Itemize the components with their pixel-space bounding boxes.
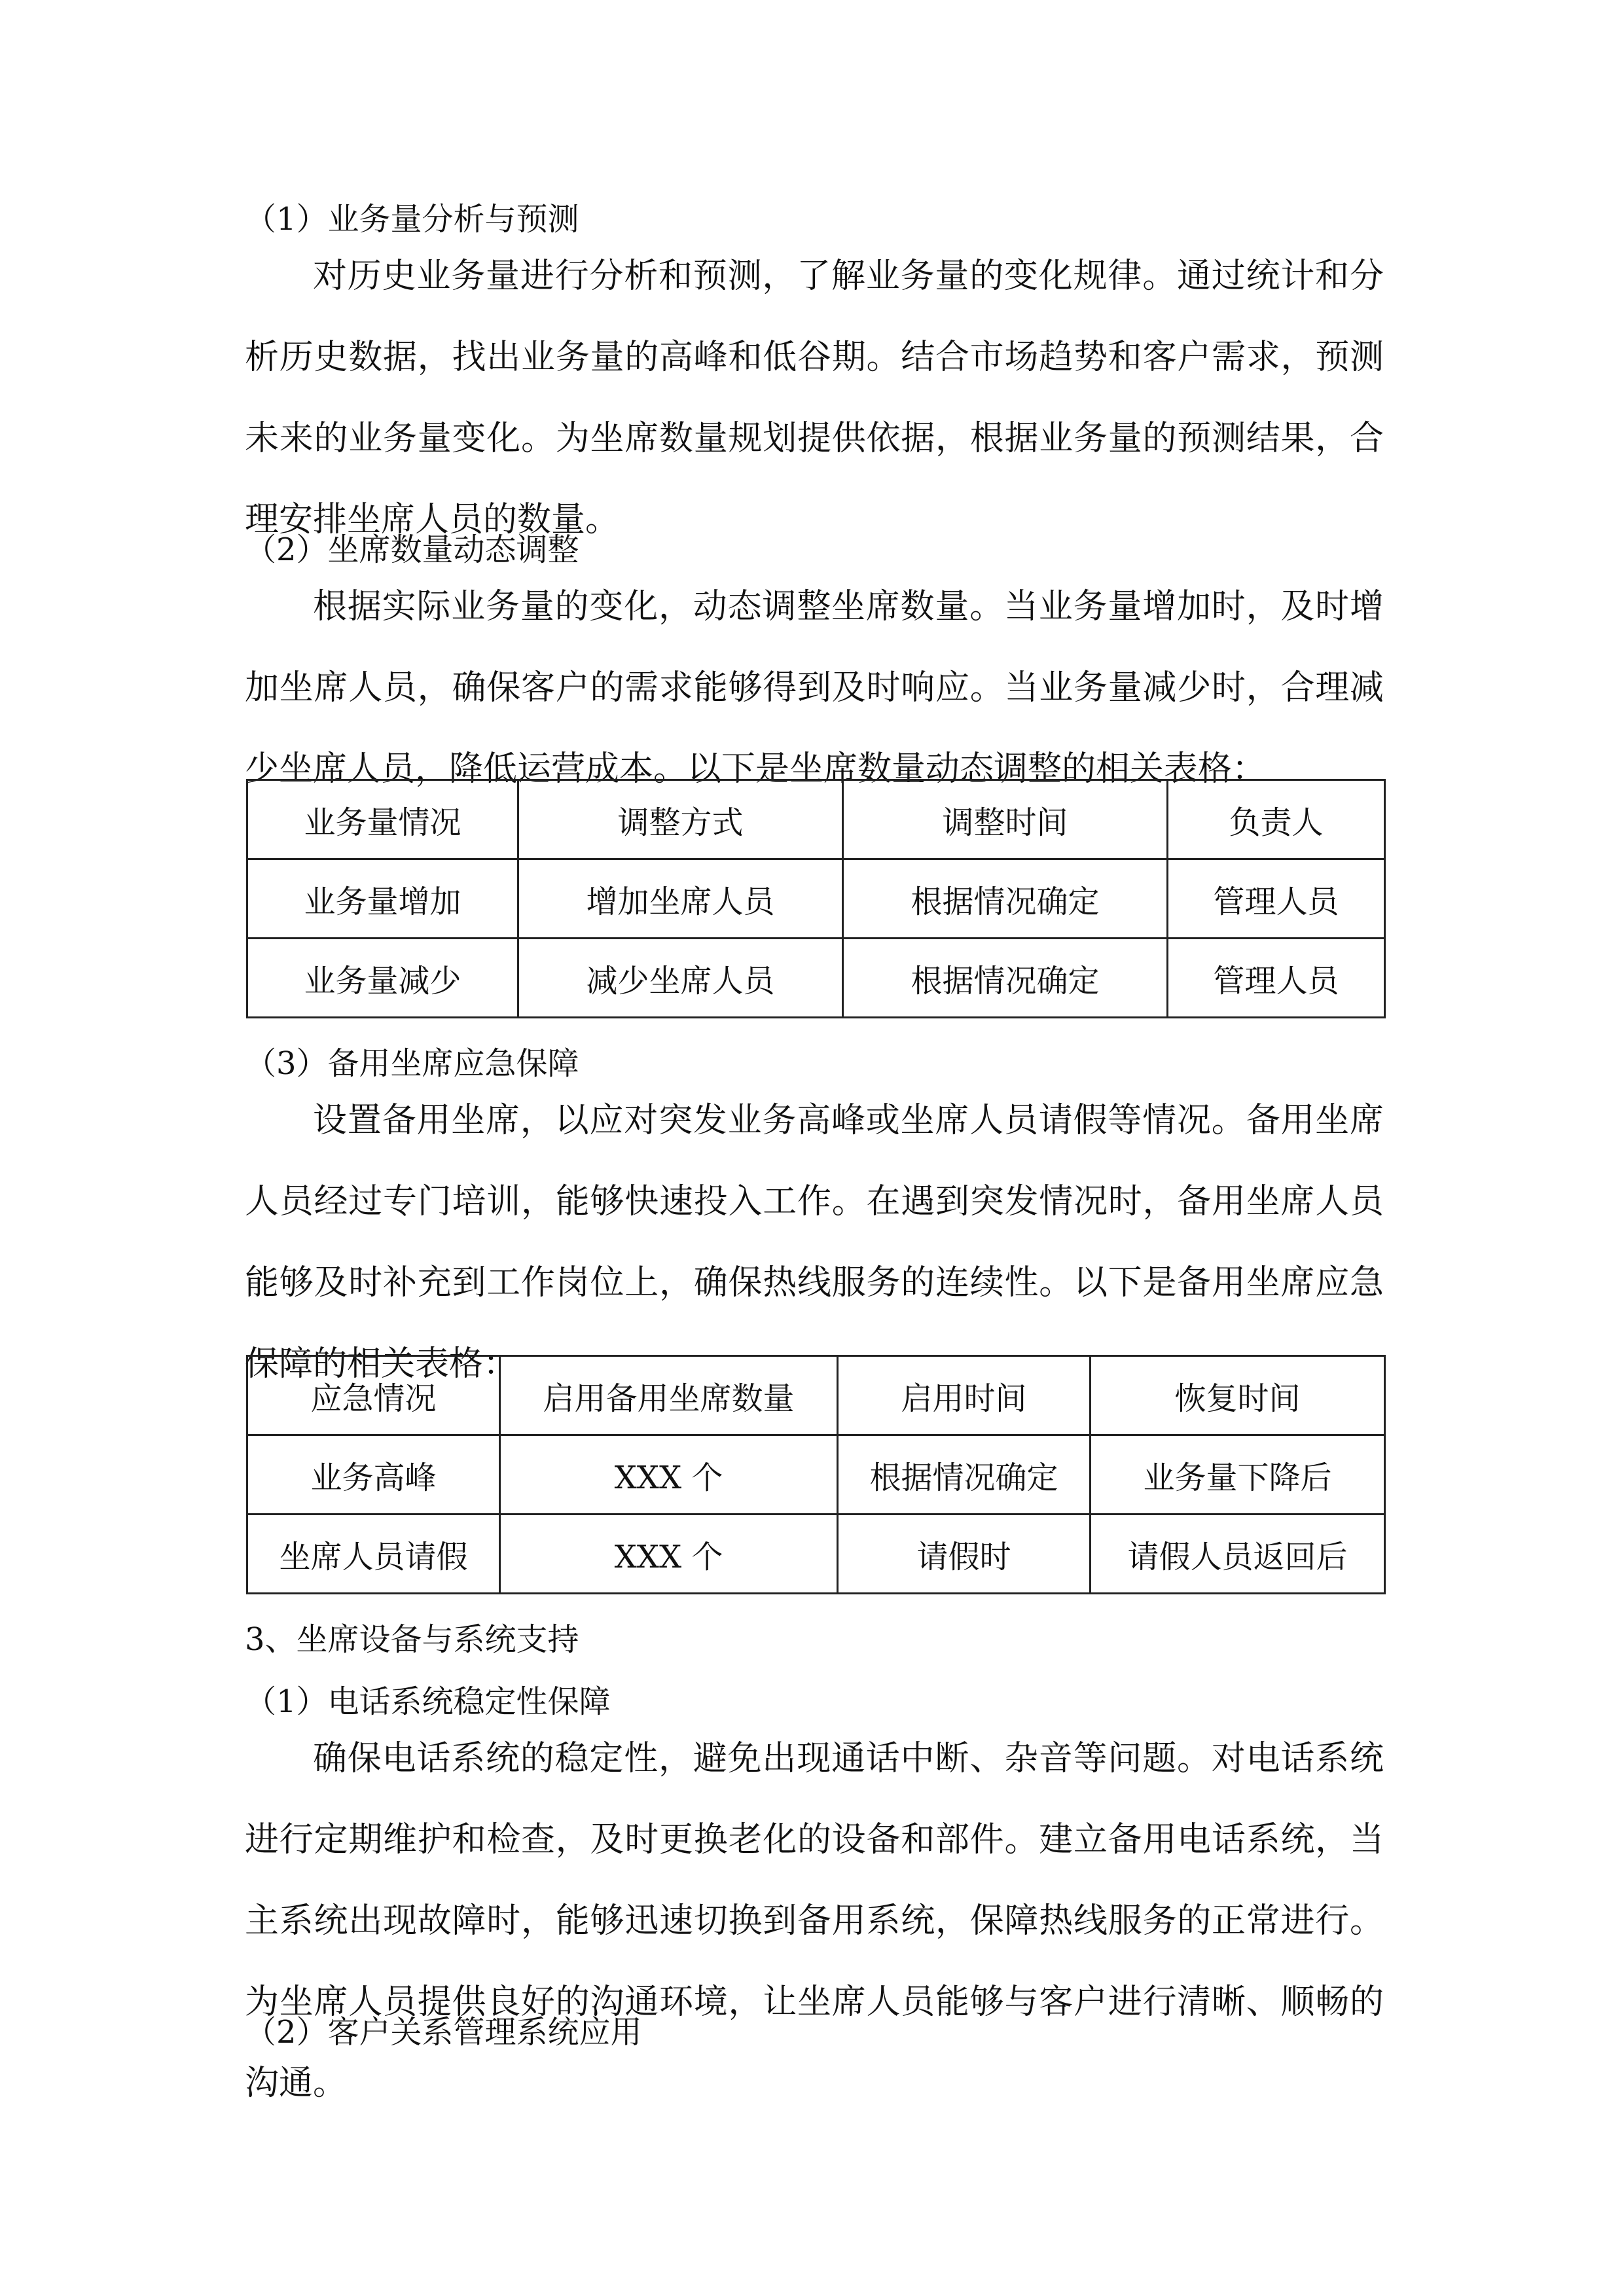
heading-seat-adjustment: （2）坐席数量动态调整 [245,531,579,568]
table-row [247,1515,1385,1594]
table-row [247,1435,1385,1515]
heading-backup-seats: （3）备用坐席应急保障 [245,1045,579,1082]
table-cell: XXX 个 [500,1435,838,1515]
table-cell: 请假时 [838,1515,1091,1594]
table-cell: XXX 个 [500,1515,838,1594]
paragraph-backup-seats: 设置备用坐席，以应对突发业务高峰或坐席人员请假等情况。备用坐席人员经过专门培训，能够快速投入工作。在遇到突发情况时，备用坐席人员能够及时补充到工作岗位上，确保热线服务的连续性。以下是备用坐席应急保障的相关表格： [245,1101,1384,1384]
table-header-cell: 恢复时间 [1091,1356,1385,1435]
table-cell: 根据情况确定 [843,939,1168,1018]
table-cell: 请假人员返回后 [1091,1515,1385,1594]
table-cell: 管理人员 [1168,939,1385,1018]
paragraph-phone-stability: 确保电话系统的稳定性，避免出现通话中断、杂音等问题。对电话系统进行定期维护和检查，及时更换老化的设备和部件。建立备用电话系统，当主系统出现故障时，能够迅速切换到备用系统，保障热线服务的正常进行。为坐席人员提供良好的沟通环境，让坐席人员能够与客户进行清晰、顺畅的沟通。 [245,1739,1384,2103]
table-cell: 增加坐席人员 [518,859,843,939]
paragraph-workload-analysis: 对历史业务量进行分析和预测，了解业务量的变化规律。通过统计和分析历史数据，找出业务量的高峰和低谷期。结合市场趋势和客户需求，预测未来的业务量变化。为坐席数量规划提供依据，根据业务量的预测结果，合理安排坐席人员的数量。 [245,257,1384,539]
seat-adjustment-table [246,779,1386,1018]
table-header-cell: 调整方式 [518,780,843,859]
backup-seats-table [246,1355,1386,1594]
table-header-cell: 启用时间 [838,1356,1091,1435]
table-header-cell: 启用备用坐席数量 [500,1356,838,1435]
table-row [247,859,1385,939]
table-cell: 管理人员 [1168,859,1385,939]
paragraph-seat-adjustment: 根据实际业务量的变化，动态调整坐席数量。当业务量增加时，及时增加坐席人员，确保客户的需求能够得到及时响应。当业务量减少时，合理减少坐席人员，降低运营成本。以下是坐席数量动态调整的相关表格： [245,587,1384,789]
heading-phone-stability: （1）电话系统稳定性保障 [245,1683,611,1720]
table-header-cell: 业务量情况 [247,780,518,859]
table-cell: 根据情况确定 [843,859,1168,939]
table-cell: 业务量减少 [247,939,518,1018]
table-header-cell: 应急情况 [247,1356,500,1435]
heading-workload-analysis: （1）业务量分析与预测 [245,201,579,238]
table-cell: 减少坐席人员 [518,939,843,1018]
table-header-row [247,1356,1385,1435]
table-cell: 坐席人员请假 [247,1515,500,1594]
table-header-row [247,780,1385,859]
table-header-cell: 调整时间 [843,780,1168,859]
table-header-cell: 负责人 [1168,780,1385,859]
table-row [247,939,1385,1018]
table-cell: 业务量下降后 [1091,1435,1385,1515]
table-cell: 业务高峰 [247,1435,500,1515]
heading-equipment-support: 3、坐席设备与系统支持 [245,1621,579,1658]
table-cell: 根据情况确定 [838,1435,1091,1515]
table-cell: 业务量增加 [247,859,518,939]
heading-crm-application: （2）客户关系管理系统应用 [245,2014,642,2051]
